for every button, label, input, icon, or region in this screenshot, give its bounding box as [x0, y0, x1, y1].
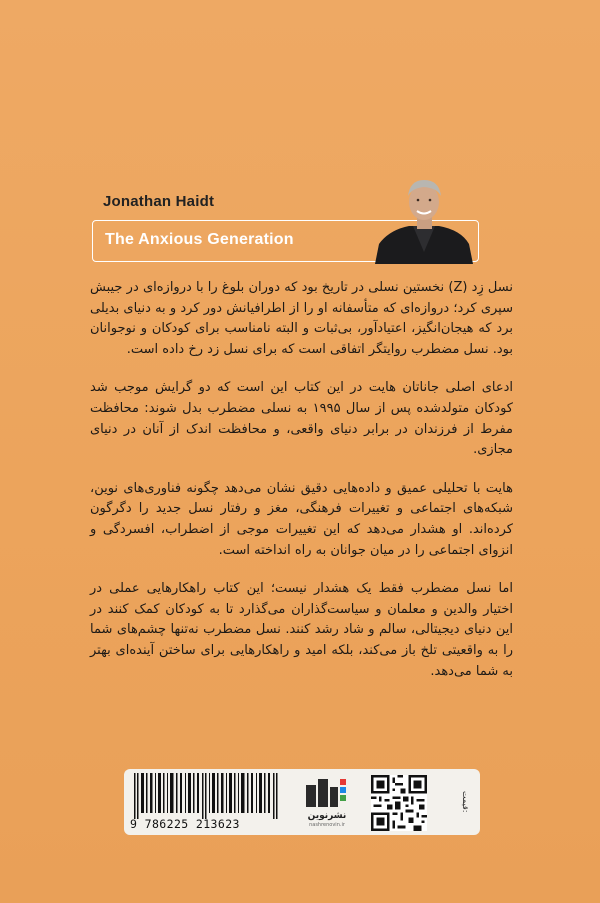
isbn-barcode: [132, 773, 280, 819]
book-title: The Anxious Generation: [105, 231, 294, 248]
description-paragraph: ادعای اصلی جاناتان هایت در این کتاب این است که دو گرایش موجب شد کودکان متولدشده پس از سال ۱۹۹۵ به نسلی مضطرب بدل شوند: محافظت مفرط از فرزندان در برابر دنیای واقعی، و محافظت اندک از آنان در دنیای مجازی.: [90, 380, 513, 458]
description-paragraph: اما نسل مضطرب فقط یک هشدار نیست؛ این کتاب راهکارهایی عملی در اختیار والدین و معلمان و سیاست‌گذاران می‌گذارد تا به کودکان کمک کنند در این دنیای دیجیتالی، سالم و شاد رشد کنند. نسل مضطرب نه‌تنها چشم‌های شما را به واقعیتی تلخ باز می‌کند، بلکه امید و راهکارهایی برای ساختن آینده‌ای بهتر به شما می‌دهد.: [90, 581, 513, 679]
author-name: Jonathan Haidt: [103, 193, 215, 210]
publisher-name: نشرنوین: [307, 811, 347, 821]
author-portrait: [375, 174, 473, 264]
description-paragraph: نسل زِد (Z) نخستین نسلی در تاریخ بود که دوران بلوغ را با دروازه‌ای در جیبش سپری کرد؛ دروازه‌ای که متأسفانه او را از اطرافیانش دور کرد و به دنیای بدیلی برد که هیجان‌انگیز، اعتیادآور، بی‌ثبات و البته نامناسب برای کودکان و نوجوانان بود. نسل مضطرب روایتگر اتفاقی است که برای نسل زد رخ داده است.: [90, 280, 513, 357]
isbn-number: 9 786225 213623: [130, 817, 240, 831]
book-description: [90, 278, 513, 700]
description-paragraph: هایت با تحلیلی عمیق و داده‌هایی دقیق نشان می‌دهد چگونه فناوری‌های نوین، شبکه‌های اجتماعی و تغییرات فرهنگی، مغز و رفتار نسل جدید را دگرگون کرده‌اند. او هشدار می‌دهد که این تغییرات موجی از اضطراب، افسردگی و انزوای اجتماعی را در میان جوانان به راه انداخته است.: [90, 480, 513, 558]
publisher-url: nashrenovin.ir: [309, 822, 345, 828]
barcode-panel: [124, 769, 480, 835]
publisher-logo-icon: [302, 775, 352, 811]
qr-code-icon: [371, 775, 427, 831]
price-label: قیمت:: [461, 791, 470, 813]
